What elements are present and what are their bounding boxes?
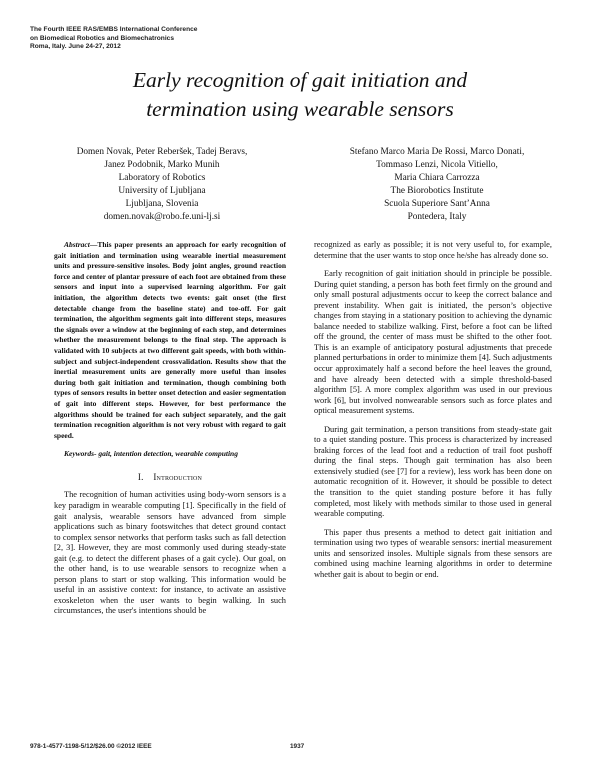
author-names-1: Stefano Marco Maria De Rossi, Marco Donati, [349,147,525,157]
paragraph-2: Early recognition of gait initiation should in principle be possible. During quiet standing, a person has both feet firmly on the ground and only small postural adjustments occur to keep the correct balance and prevent instability. When gait is initiated, the person’s objective changes from staying in a stationary position to achieving the dynamic balance needed to stabilize walking. First, before a foot can be lifted off the ground, the center of mass must be shifted to the other foot. This is an example of anticipatory postural adjustments that precede planned perturbations in order to minimize them [4]. Such adjustments occur approximately half a second before the heel leaves the ground, and have already been detected with a simple threshold-based algorithm [5]. A more complex algorithm was used in our previous work [6], but involved nonwearable sensors such as force plates and optical measurement systems. [314,269,552,416]
abstract-text: —This paper presents an approach for early recognition of gait initiation and termination using wearable inertial measurement units and pressure-sensitive insoles. Body joint angles, ground reaction force and center of plantar pressure of each foot are obtained from these sensors and input into a supervised learning algorithm. For gait initiation, the algorithm detects two events: gait onset (the first detectable change from the baseline state) and toe-off. For gait termination, the algorithm segments gait into different steps, measures the signals over a window at the beginning of each step, and determines whether the measurement belongs to the final step. The approach is validated with 10 subjects at two different gait speeds, with both within-subject and subject-independent crossvalidation. Results show that the inertial measurement units are generally more useful than insoles during both gait initiation and termination, though combining both types of sensors results in better onset detection and easier segmentation of gait into different steps. However, for best performance the algorithms should be trained for each subject separately, and the gait termination recognition algorithm is not very robust with regard to gait speed. [54,240,286,440]
keywords [54,449,286,460]
affiliation-2: Scuola Superiore Sant’Anna [384,199,490,209]
author-names-1: Domen Novak, Peter Reberšek, Tadej Beravs, [76,147,248,157]
affiliation-3: Pontedera, Italy [407,212,467,222]
section-number: I. [137,471,144,482]
keywords-label: Keywords- [64,449,97,459]
conference-line-1: The Fourth IEEE RAS/EMBS International Conference [30,26,198,33]
page-number: 1937 [290,743,305,750]
paragraph-1: The recognition of human activities using body-worn sensors is a key paradigm in wearable computing [1]. Specifically in the field of gait analysis, wearable sensors have advanced from simple applications such as binary footswitches that detect ground contact to complex sensor networks that perform tasks such as fall detection [2, 3]. However, they are most commonly used during steady-state gait (e.g. to detect the different phases of a gait cycle). Our goal, on the other hand, is to use wearable sensors to recognize when a person plans to start or stop walking. This information would be useful in an assistive context: for instance, to activate an assistive exoskeleton when the user wants to begin walking. In such circumstances, the user's intentions should be [54,490,286,616]
section-heading-introduction [54,472,286,483]
conference-line-3: Roma, Italy. June 24-27, 2012 [30,43,121,51]
author-email: domen.novak@robo.fe.uni-lj.si [103,212,221,222]
paragraph-3: During gait termination, a person transitions from steady-state gait to a quiet standing posture. This process is characterized by increased braking forces of the lead foot and a reduction of trail foot pushoff during the final steps. Though gait termination has also been extensively studied (see [7] for a review), less work has been done on automatic recognition of it. However, it should be possible to detect the transition to the quiet standing posture before it has fully completed, most likely with methods similar to those used in general wearable computing. [314,424,552,519]
author-block-left [40,146,284,224]
affiliation-2: University of Ljubljana [118,186,206,196]
section-title: Introduction [153,471,203,482]
author-names-2: Tommaso Lenzi, Nicola Vitiello, [376,160,498,170]
keywords-text: gait, intention detection, wearable computing [96,449,238,459]
title-line-1: Early recognition of gait initiation and [132,68,468,92]
affiliation-1: Laboratory of Robotics [118,173,206,183]
footer-isbn: 978-1-4577-1198-5/12/$26.00 ©2012 IEEE [30,743,152,750]
paper-title [40,66,560,124]
affiliation-3: Ljubljana, Slovenia [125,199,199,209]
paragraph-4: This paper thus presents a method to detect gait initiation and termination using two types of wearable sensors: inertial measurement units and sensorized insoles. Multiple signals from these sensors are combined using machine learning algorithms in order to determine whether gait is about to begin or end. [314,527,552,579]
author-names-2: Janez Podobnik, Marko Munih [104,160,220,170]
paragraph-1-continued: recognized as early as possible; it is not very useful to, for example, determine that the user wants to stop once he/she has already done so. [314,240,552,260]
title-line-2: termination using wearable sensors [146,97,454,121]
conference-line-2: on Biomedical Robotics and Biomechatronics [30,34,174,42]
conference-header [30,26,330,52]
abstract-label: Abstract [64,240,90,249]
left-column [54,240,286,625]
right-column [314,240,552,588]
abstract [54,240,286,441]
author-names-3: Maria Chiara Carrozza [394,173,480,183]
author-block-right [306,146,568,224]
affiliation-1: The Biorobotics Institute [390,186,484,196]
